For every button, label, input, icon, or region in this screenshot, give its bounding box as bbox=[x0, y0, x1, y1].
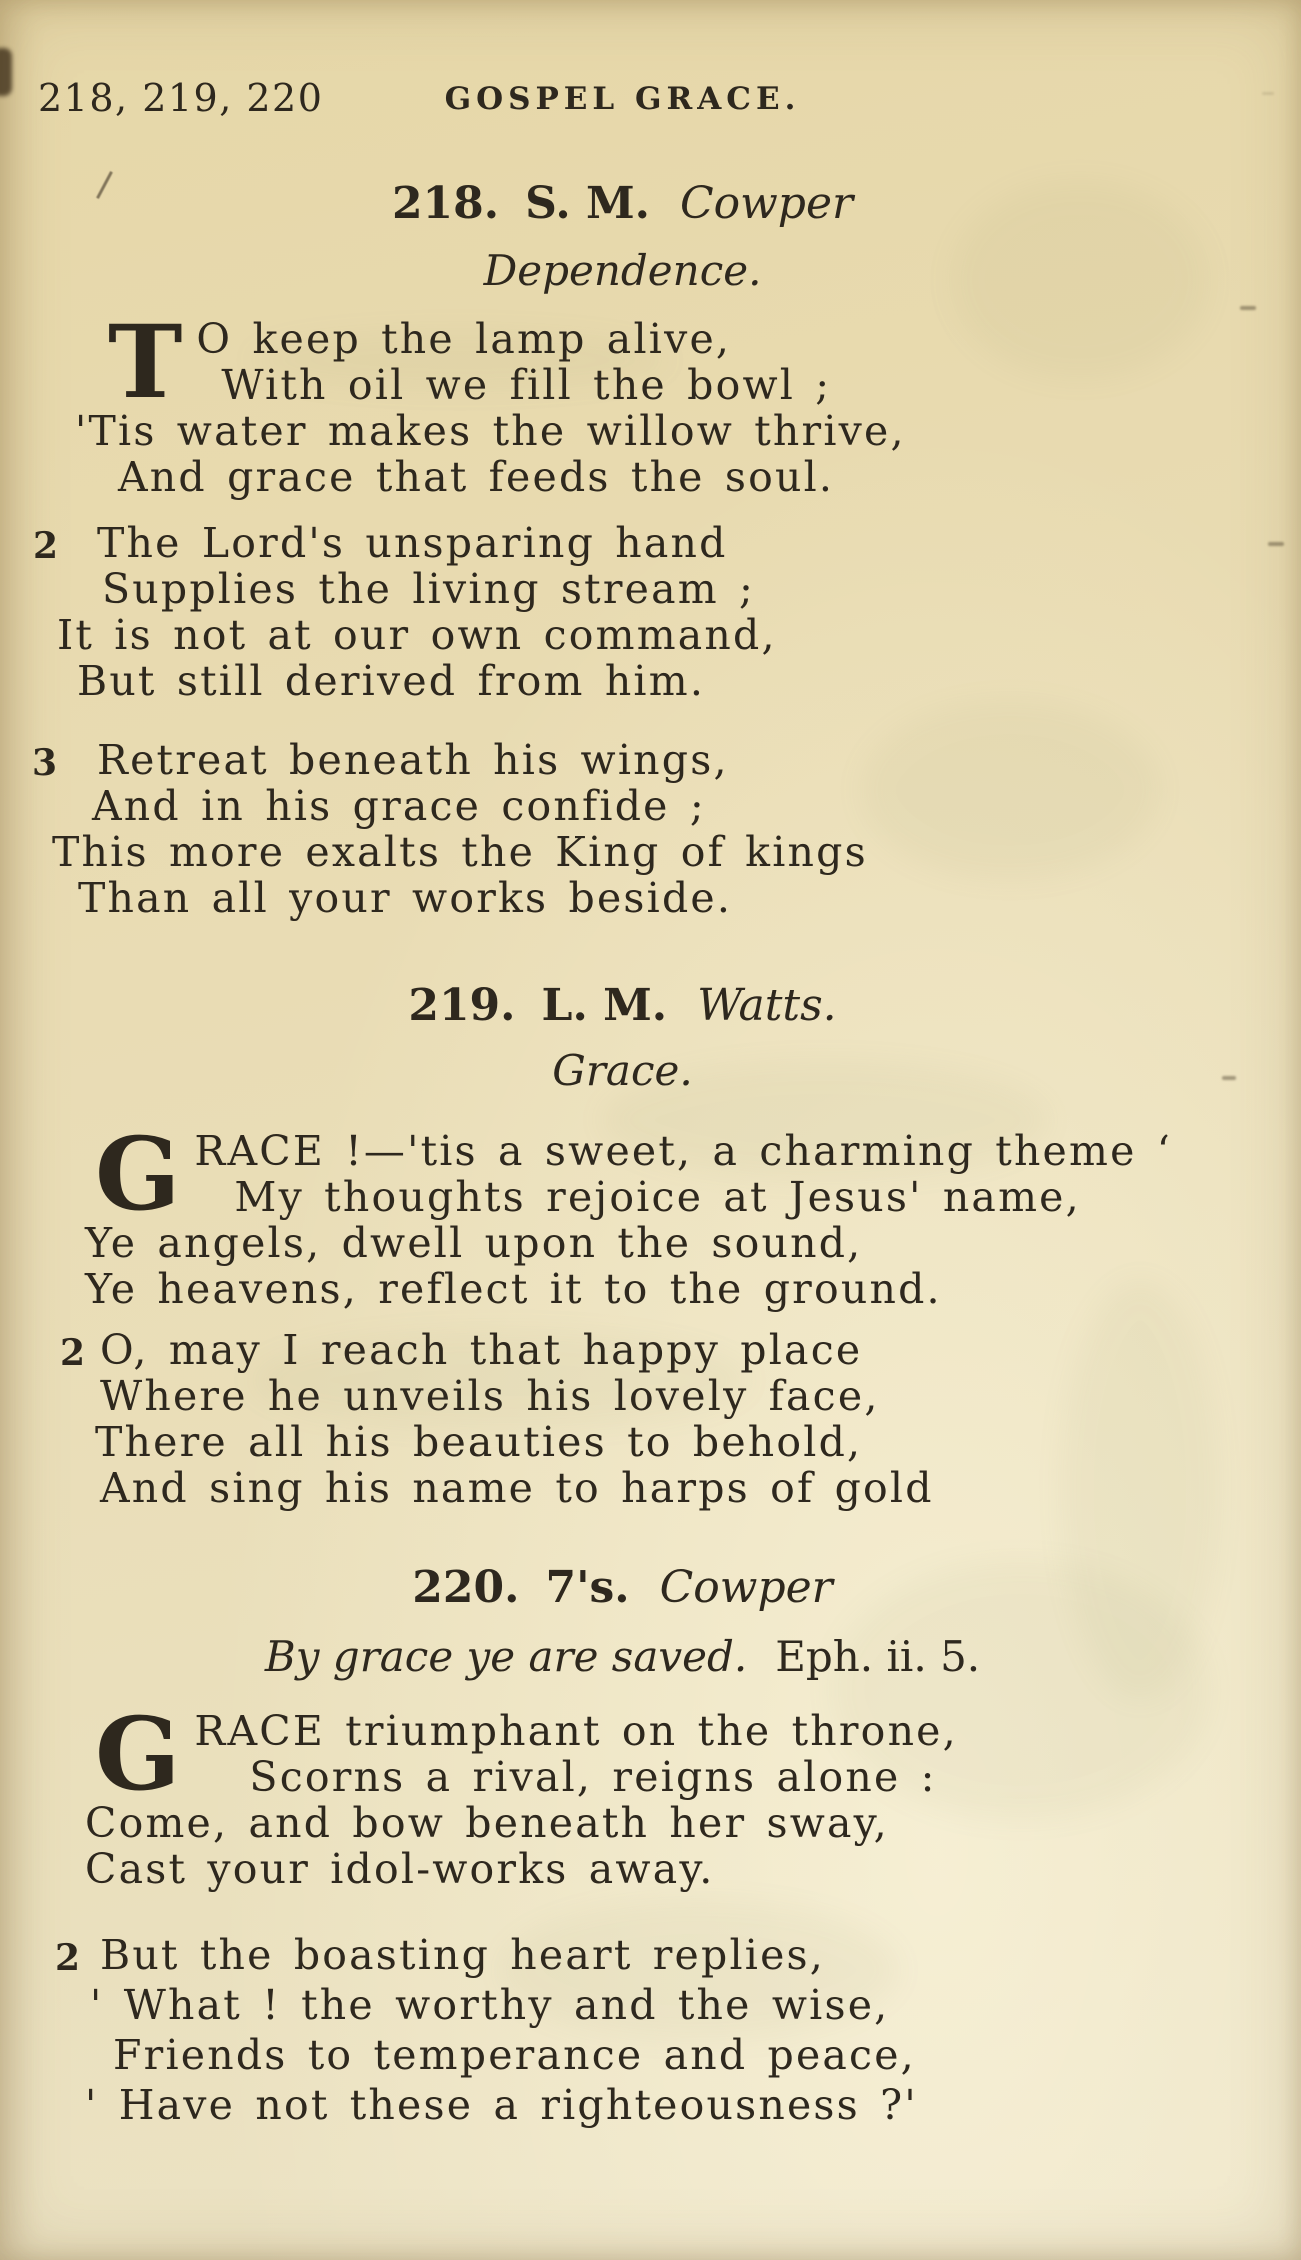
drop-cap: G bbox=[95, 1695, 181, 1813]
verse-line: Come, and bow beneath her sway, bbox=[85, 1799, 889, 1847]
drop-cap: T bbox=[108, 303, 183, 421]
edge-mark bbox=[1240, 306, 1256, 310]
hymn-220-verse-1 bbox=[30, 1695, 1215, 1893]
verse-line: This more exalts the King of kings bbox=[52, 828, 868, 876]
verse-line: Cast your idol-works away. bbox=[85, 1845, 715, 1893]
edge-mark bbox=[1268, 542, 1284, 546]
hymn-number: 220. bbox=[412, 1562, 520, 1613]
hymn-meter: 7's. bbox=[545, 1562, 630, 1613]
hymn-220-subtitle bbox=[30, 1632, 1215, 1681]
verse-line: ' Have not these a righteousness ?' bbox=[85, 2081, 918, 2129]
verse-line: Where he unveils his lovely face, bbox=[100, 1372, 880, 1420]
subtitle-text: By grace ye are saved. bbox=[264, 1632, 748, 1681]
verse-line: The Lord's unsparing hand bbox=[97, 519, 728, 567]
hymn-218-verse-1 bbox=[30, 303, 1215, 501]
verse-line: But the boasting heart replies, bbox=[100, 1931, 826, 1979]
verse-line: O, may I reach that happy place bbox=[100, 1326, 863, 1374]
verse-line: O keep the lamp alive, bbox=[196, 315, 732, 363]
page-edge-blemish bbox=[0, 48, 12, 96]
verse-line: Retreat beneath his wings, bbox=[97, 736, 729, 784]
verse-line: With oil we fill the bowl ; bbox=[221, 361, 832, 409]
hymn-218-heading bbox=[30, 178, 1215, 229]
verse-number: 2 bbox=[33, 525, 59, 567]
hymn-220-heading bbox=[30, 1562, 1215, 1613]
hymn-meter: S. M. bbox=[525, 178, 650, 229]
edge-mark bbox=[1222, 1076, 1236, 1080]
verse-line: Ye heavens, reflect it to the ground. bbox=[85, 1265, 942, 1313]
verse-line: But still derived from him. bbox=[77, 657, 706, 705]
verse-line: Scorns a rival, reigns alone : bbox=[249, 1753, 937, 1801]
verse-line: Friends to temperance and peace, bbox=[113, 2031, 916, 2079]
verse-line: And in his grace confide ; bbox=[92, 782, 706, 830]
hymn-219-heading bbox=[30, 980, 1215, 1031]
hymn-219-verse-1 bbox=[30, 1115, 1215, 1313]
hymn-218-verse-3 bbox=[30, 737, 1215, 921]
verse-line: And sing his name to harps of gold bbox=[100, 1464, 934, 1512]
page-numbers: 218, 219, 220 bbox=[38, 76, 324, 120]
verse-line: RACE !—'tis a sweet, a charming theme ‘ bbox=[194, 1127, 1173, 1175]
verse-line: And grace that feeds the soul. bbox=[118, 453, 835, 501]
verse-line: It is not at our own command, bbox=[57, 611, 777, 659]
hymn-219-verse-2 bbox=[30, 1327, 1215, 1511]
hymn-220-verse-2 bbox=[30, 1930, 1215, 2130]
page-header bbox=[30, 76, 1215, 120]
scripture-reference: Eph. ii. 5. bbox=[775, 1632, 981, 1681]
hymn-author: Cowper bbox=[679, 178, 854, 229]
hymn-meter: L. M. bbox=[541, 980, 668, 1031]
edge-mark bbox=[1262, 92, 1274, 95]
hymn-number: 219. bbox=[408, 980, 516, 1031]
verse-line: ' What ! the worthy and the wise, bbox=[90, 1981, 890, 2029]
hymn-author: Cowper bbox=[659, 1562, 833, 1613]
verse-number: 2 bbox=[55, 1937, 81, 1979]
hymn-218-verse-2 bbox=[30, 520, 1215, 704]
hymn-219-subtitle: Grace. bbox=[552, 1046, 693, 1095]
verse-line: Supplies the living stream ; bbox=[102, 565, 756, 613]
verse-line: There all his beauties to behold, bbox=[95, 1418, 863, 1466]
drop-cap: G bbox=[95, 1115, 181, 1233]
hymn-218-subtitle: Dependence. bbox=[483, 246, 762, 295]
verse-line: Ye angels, dwell upon the sound, bbox=[85, 1219, 863, 1267]
verse-line: RACE triumphant on the throne, bbox=[194, 1707, 958, 1755]
verse-line: Than all your works beside. bbox=[78, 874, 733, 922]
verse-number: 2 bbox=[60, 1332, 86, 1374]
verse-number: 3 bbox=[32, 742, 58, 784]
verse-line: 'Tis water makes the willow thrive, bbox=[75, 407, 906, 455]
running-title: GOSPEL GRACE. bbox=[444, 81, 801, 117]
hymn-author: Watts. bbox=[697, 980, 837, 1031]
verse-line: My thoughts rejoice at Jesus' name, bbox=[234, 1173, 1081, 1221]
hymn-number: 218. bbox=[391, 178, 500, 229]
